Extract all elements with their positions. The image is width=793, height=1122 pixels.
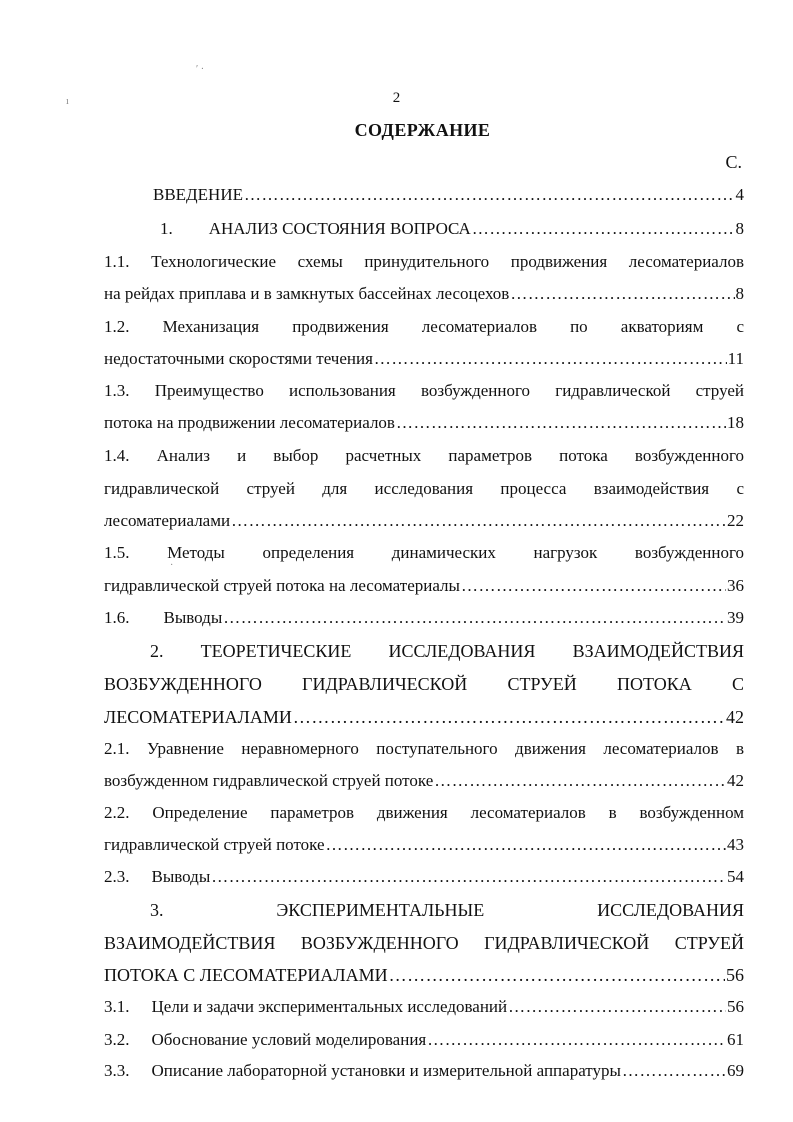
toc-entry-text: Уравнение неравномерного поступательного движения лесоматериалов в	[146, 739, 744, 758]
toc-entry-page: 61	[727, 1030, 744, 1049]
toc-entry-number: 2.	[150, 641, 164, 661]
toc-entry-chapter-1	[160, 218, 744, 240]
toc-entry-number: 1.1.	[104, 252, 130, 271]
toc-entry-1-1-line1	[104, 251, 744, 273]
toc-entry-1-4-line3: лесоматериалами ………………………………………………………………………………………………………………………………………………………………………… 22	[104, 510, 744, 532]
toc-entry-1-5-line2: гидравлической струей потока на лесоматериалы ………………………………………………………………………………………………………………………………………………………………………… 36	[104, 575, 744, 597]
toc-entry-number: 1.	[160, 219, 173, 238]
scan-speck: ′ ·	[196, 64, 205, 75]
toc-entry-page: 18	[727, 413, 744, 432]
toc-entry-1-2-line1	[104, 316, 744, 338]
toc-entry-chapter-3-line3: ПОТОКА С ЛЕСОМАТЕРИАЛАМИ ………………………………………………………………………………………………………………………………………………………………………… 56	[104, 963, 744, 987]
toc-entry-number: 2.1.	[104, 739, 130, 758]
toc-entry-3-2	[104, 1029, 744, 1051]
toc-entry-number: 3.1.	[104, 997, 130, 1016]
toc-entry-introduction	[153, 184, 744, 206]
toc-entry-2-1-line2: возбужденном гидравлической струей потоке ………………………………………………………………………………………………………………………………………………………………………… 42	[104, 770, 744, 792]
toc-entry-page: 54	[727, 867, 744, 886]
toc-entry-page: 8	[735, 284, 744, 303]
toc-entry-text: Цели и задачи экспериментальных исследований	[151, 997, 508, 1016]
toc-entry-page: 22	[727, 511, 744, 530]
toc-entry-number: 2.2.	[104, 803, 130, 822]
toc-entry-text: Определение параметров движения лесоматериалов в возбужденном	[152, 803, 744, 822]
scan-speck: ·	[170, 560, 174, 571]
toc-entry-number: 1.2.	[104, 317, 130, 336]
toc-entry-number: 1.5.	[104, 543, 130, 562]
toc-entry-1-4-line2: гидравлической струей для исследования процесса взаимодействия с	[104, 479, 744, 498]
toc-entry-chapter-3-line1	[150, 898, 744, 922]
toc-entry-text: Методы определения динамических нагрузок возбужденного	[167, 543, 744, 562]
toc-entry-page: 69	[727, 1061, 744, 1080]
toc-entry-1-3-line1	[104, 380, 744, 402]
toc-entry-chapter-2-line2: ВОЗБУЖДЕННОГО ГИДРАВЛИЧЕСКОЙ СТРУЕЙ ПОТОКА С	[104, 674, 744, 694]
toc-entry-chapter-2-line3: ЛЕСОМАТЕРИАЛАМИ ………………………………………………………………………………………………………………………………………………………………………… 42	[104, 705, 744, 729]
toc-entry-2-1-line1	[104, 738, 744, 760]
toc-entry-page: 43	[727, 835, 744, 854]
toc-entry-page: 4	[735, 185, 744, 204]
toc-entry-3-3	[104, 1060, 744, 1082]
toc-entry-number: 3.2.	[104, 1030, 130, 1049]
toc-entry-1-1-line2: на рейдах приплава и в замкнутых бассейнах лесоцехов ………………………………………………………………………………………………………………………………………………………………………… 8	[104, 283, 744, 305]
toc-entry-text: АНАЛИЗ СОСТОЯНИЯ ВОПРОСА	[208, 219, 471, 238]
toc-entry-2-3	[104, 866, 744, 888]
toc-entry-1-2-line2: недостаточными скоростями течения ………………………………………………………………………………………………………………………………………………………………………… 11	[104, 348, 744, 370]
toc-entry-text: Механизация продвижения лесоматериалов по акваториям с	[162, 317, 744, 336]
scan-speck: ı	[66, 96, 69, 107]
toc-entry-3-1	[104, 996, 744, 1018]
toc-entry-page: 56	[727, 997, 744, 1016]
toc-entry-chapter-2-line1	[150, 639, 744, 663]
toc-entry-1-5-line1	[104, 542, 744, 564]
toc-entry-text: Анализ и выбор расчетных параметров потока возбужденного	[156, 446, 744, 465]
toc-entry-number: 1.6.	[104, 608, 130, 627]
toc-entry-text: ВВЕДЕНИЕ	[153, 185, 243, 204]
page-number: 2	[392, 90, 401, 106]
toc-entry-text: Выводы	[151, 867, 211, 886]
toc-entry-number: 3.	[150, 900, 164, 920]
toc-entry-chapter-3-line2: ВЗАИМОДЕЙСТВИЯ ВОЗБУЖДЕННОГО ГИДРАВЛИЧЕСКОЙ СТРУЕЙ	[104, 933, 744, 953]
toc-entry-text: ЭКСПЕРИМЕНТАЛЬНЫЕ ИССЛЕДОВАНИЯ	[276, 900, 744, 920]
toc-entry-1-6	[104, 607, 744, 629]
toc-entry-1-3-line2: потока на продвижении лесоматериалов ………………………………………………………………………………………………………………………………………………………………………… 18	[104, 412, 744, 434]
toc-entry-2-2-line1	[104, 802, 744, 824]
toc-entry-text: Технологические схемы принудительного продвижения лесоматериалов	[151, 252, 744, 271]
toc-entry-page: 56	[726, 965, 744, 985]
page-title: СОДЕРЖАНИЕ	[354, 120, 491, 140]
toc-entry-number: 1.4.	[104, 446, 130, 465]
toc-entry-2-2-line2: гидравлической струей потоке ………………………………………………………………………………………………………………………………………………………………………… 43	[104, 834, 744, 856]
toc-entry-page: 39	[727, 608, 744, 627]
toc-entry-number: 2.3.	[104, 867, 130, 886]
toc-entry-text: Обоснование условий моделирования	[151, 1030, 427, 1049]
page-column-label: С.	[725, 152, 742, 172]
toc-entry-page: 42	[726, 707, 744, 727]
toc-entry-text: Преимущество использования возбужденного гидравлической струей	[154, 381, 744, 400]
toc-entry-page: 11	[727, 349, 744, 368]
toc-entry-text: ТЕОРЕТИЧЕСКИЕ ИССЛЕДОВАНИЯ ВЗАИМОДЕЙСТВИЯ	[200, 641, 744, 661]
toc-entry-page: 36	[727, 576, 744, 595]
toc-entry-1-4-line1	[104, 445, 744, 467]
toc-entry-page: 8	[735, 219, 744, 238]
toc-entry-page: 42	[727, 771, 744, 790]
toc-entry-text: Выводы	[163, 608, 223, 627]
toc-entry-number: 3.3.	[104, 1061, 130, 1080]
toc-entry-text: Описание лабораторной установки и измерительной аппаратуры	[151, 1061, 621, 1080]
toc-entry-number: 1.3.	[104, 381, 130, 400]
